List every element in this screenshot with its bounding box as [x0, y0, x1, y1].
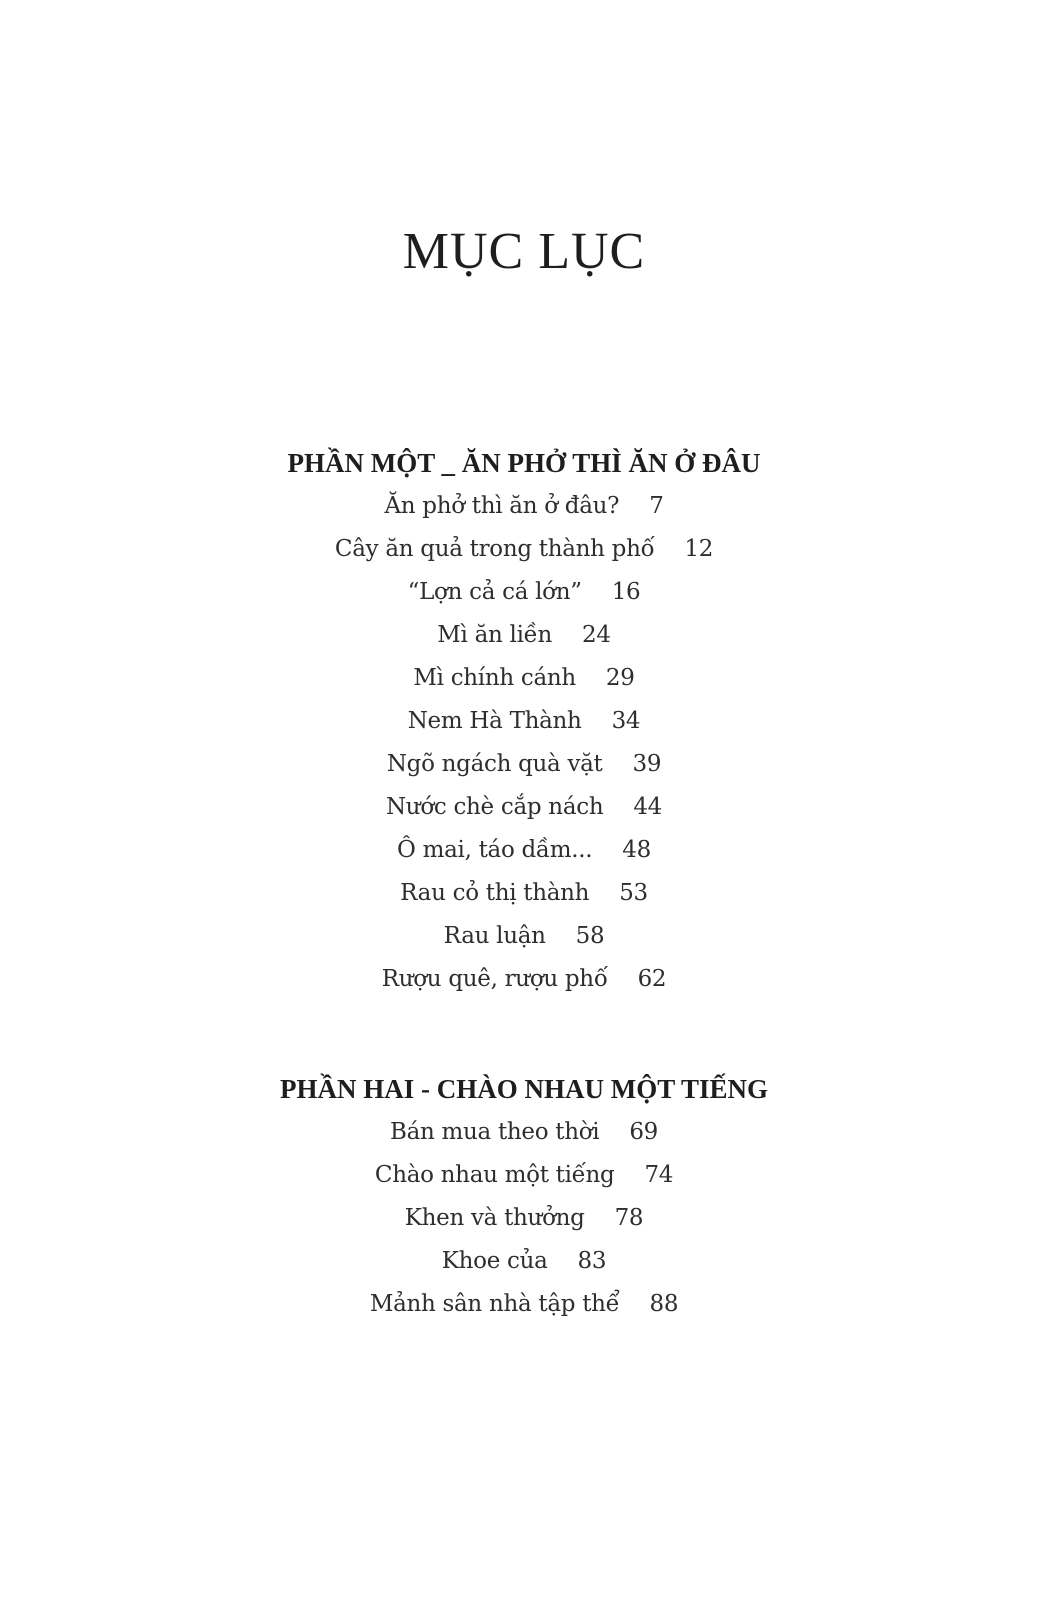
entry-page-number: 7 — [649, 493, 664, 519]
part-heading: PHẦN HAI - CHÀO NHAU MỘT TIẾNG — [279, 1074, 769, 1104]
entry-page-number: 39 — [632, 751, 662, 777]
toc-entry[interactable] — [0, 1154, 1048, 1197]
entry-title: Chào nhau một tiếng — [374, 1162, 615, 1188]
toc-entry[interactable] — [0, 958, 1048, 1001]
entry-title: Mì ăn liền — [437, 622, 553, 648]
entry-page-number: 78 — [614, 1205, 644, 1231]
toc-entry[interactable] — [0, 614, 1048, 657]
page-title: MỤC LỤC — [402, 223, 646, 280]
entry-title: Rượu quê, rượu phố — [381, 966, 608, 992]
toc-entry[interactable] — [0, 743, 1048, 786]
toc-entry[interactable] — [0, 700, 1048, 743]
entry-title: Ăn phở thì ăn ở đâu? — [384, 493, 620, 519]
part-heading: PHẦN MỘT _ ĂN PHỞ THÌ ĂN Ở ĐÂU — [287, 448, 761, 478]
toc-entry[interactable] — [0, 657, 1048, 700]
entry-title: Mì chính cánh — [413, 665, 576, 691]
entry-page-number: 24 — [582, 622, 611, 648]
toc-entry[interactable] — [0, 528, 1048, 571]
entry-page-number: 53 — [619, 880, 648, 906]
toc-entry[interactable] — [0, 915, 1048, 958]
entry-page-number: 48 — [622, 837, 651, 863]
entry-title: Khen và thưởng — [404, 1205, 585, 1231]
entry-page-number: 62 — [637, 966, 667, 992]
toc-entry[interactable] — [0, 485, 1048, 528]
toc-entry[interactable] — [0, 571, 1048, 614]
entry-page-number: 88 — [649, 1291, 679, 1317]
entry-title: Mảnh sân nhà tập thể — [369, 1291, 620, 1317]
entry-page-number: 74 — [644, 1162, 674, 1188]
entry-title: Rau cỏ thị thành — [400, 880, 590, 906]
toc-entry[interactable] — [0, 1240, 1048, 1283]
entry-title: “Lợn cả cá lớn” — [407, 579, 582, 605]
entry-title: Rau luận — [443, 923, 546, 949]
entry-title: Khoe của — [441, 1248, 548, 1274]
entry-title: Nước chè cắp nách — [385, 794, 604, 820]
entry-title: Ô mai, táo dầm... — [397, 837, 593, 863]
toc-entry[interactable] — [0, 829, 1048, 872]
entry-title: Ngõ ngách quà vặt — [386, 751, 603, 777]
entry-page-number: 58 — [575, 923, 605, 949]
entry-title: Nem Hà Thành — [407, 708, 582, 734]
toc-entry[interactable] — [0, 1283, 1048, 1326]
toc-entry[interactable] — [0, 1197, 1048, 1240]
entry-page-number: 83 — [577, 1248, 607, 1274]
entry-page-number: 69 — [629, 1119, 659, 1145]
entry-page-number: 29 — [605, 665, 635, 691]
entry-title: Bán mua theo thời — [389, 1119, 600, 1145]
entry-title: Cây ăn quả trong thành phố — [334, 536, 655, 562]
toc-entry[interactable] — [0, 786, 1048, 829]
toc-part-one — [0, 442, 1048, 1001]
entry-page-number: 12 — [684, 536, 714, 562]
entry-page-number: 34 — [611, 708, 641, 734]
entry-page-number: 44 — [633, 794, 662, 820]
toc-part-two — [0, 1068, 1048, 1326]
entry-page-number: 16 — [611, 579, 641, 605]
toc-entry[interactable] — [0, 872, 1048, 915]
toc-entry[interactable] — [0, 1111, 1048, 1154]
